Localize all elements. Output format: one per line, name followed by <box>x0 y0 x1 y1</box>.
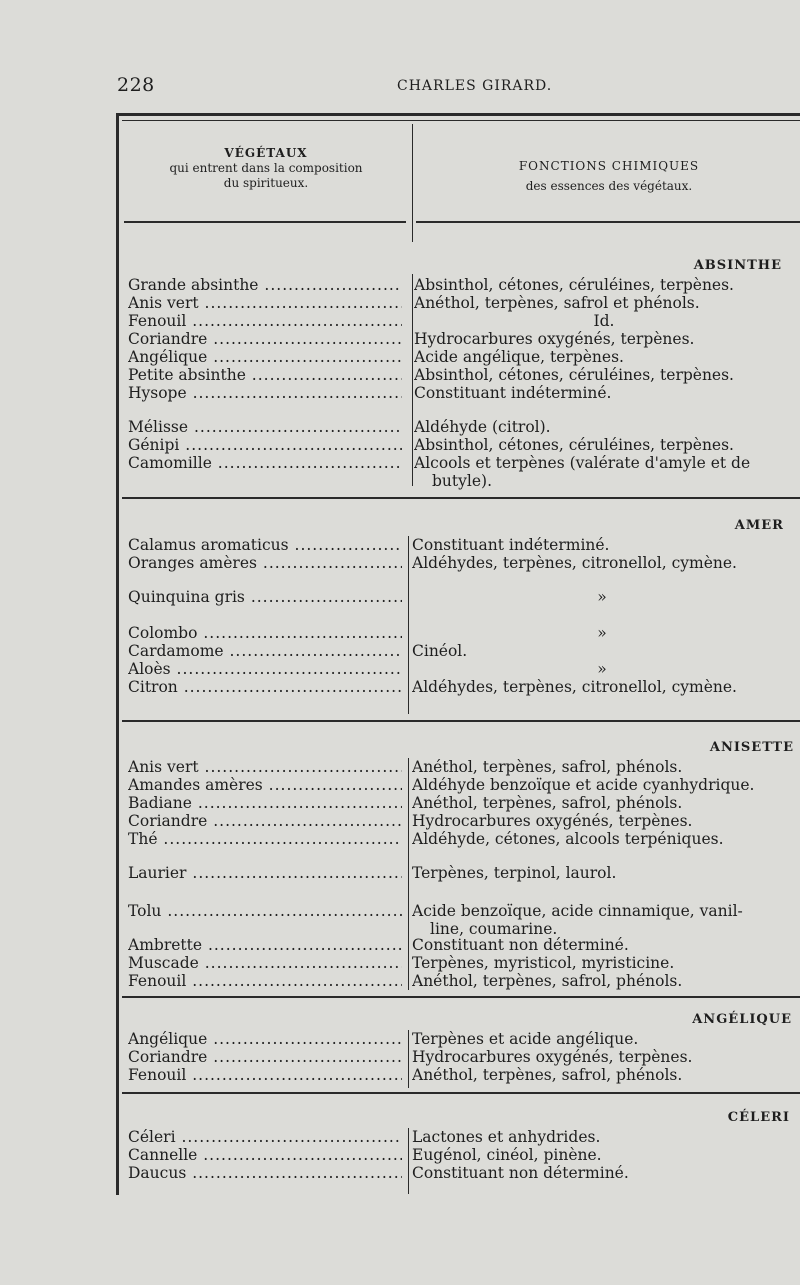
header-rule-left <box>124 221 406 223</box>
table-row <box>122 902 800 920</box>
chemical-function: Aldéhyde, cétones, alcools terpéniques. <box>412 830 724 848</box>
plant-name: Mélisse ..... <box>128 418 402 436</box>
table-row <box>122 294 800 312</box>
chemical-function: » <box>597 660 607 678</box>
table-row <box>122 348 800 366</box>
table-row <box>122 1146 800 1164</box>
plant-name: Angélique ..... <box>128 348 402 366</box>
chemical-function: » <box>597 588 607 606</box>
chemical-function: Constituant non déterminé. <box>412 936 629 954</box>
table-row <box>122 954 800 972</box>
column-title-vegetaux: VÉGÉTAUX <box>224 146 308 160</box>
chemical-function: Id. <box>593 312 615 330</box>
plant-name: Céleri ..... <box>128 1128 402 1146</box>
table-row <box>122 624 800 642</box>
chemical-function: Cinéol. <box>412 642 468 660</box>
chemical-function: Terpènes, terpinol, laurol. <box>412 864 617 882</box>
table-row <box>122 536 800 554</box>
group-celeri <box>122 1110 800 1194</box>
plant-name: Tolu ..... <box>128 902 402 920</box>
plant-name: Laurier ..... <box>128 864 402 882</box>
group-title: CÉLERI <box>727 1110 790 1125</box>
table-row <box>122 642 800 660</box>
table-row <box>122 554 800 572</box>
plant-name: Fenouil ..... <box>128 312 402 330</box>
table-row <box>122 936 800 954</box>
plant-name: Daucus ..... <box>128 1164 402 1182</box>
table-row <box>122 1048 800 1066</box>
table-row <box>122 1164 800 1182</box>
plant-name: Cannelle ..... <box>128 1146 402 1164</box>
chemical-function: » <box>597 624 607 642</box>
group-angelique <box>122 1012 800 1088</box>
plant-name: Aloès ..... <box>128 660 402 678</box>
plant-name: Ambrette ..... <box>128 936 402 954</box>
plant-name: Quinquina gris ..... <box>128 588 402 606</box>
column-header-vegetaux <box>124 146 408 191</box>
table-row <box>122 830 800 848</box>
chemical-function: Anéthol, terpènes, safrol, phénols. <box>412 1066 683 1084</box>
table-row <box>122 384 800 402</box>
chemical-function: Anéthol, terpènes, safrol, phénols. <box>412 758 683 776</box>
chemical-function: Aldéhyde (citrol). <box>414 418 551 436</box>
chemical-function: Aldéhyde benzoïque et acide cyanhydrique. <box>412 776 755 794</box>
chemical-function: Lactones et anhydrides. <box>412 1128 601 1146</box>
table-row <box>122 972 800 990</box>
plant-name: Citron ..... <box>128 678 402 696</box>
chemical-function: Acide angélique, terpènes. <box>414 348 624 366</box>
table-row <box>122 776 800 794</box>
table-row <box>122 812 800 830</box>
table-row <box>122 588 800 606</box>
plant-name: Calamus aromaticus ..... <box>128 536 402 554</box>
plant-name: Grande absinthe ..... <box>128 276 402 294</box>
header-rule-right <box>416 221 800 223</box>
chemical-function: Hydrocarbures oxygénés, terpènes. <box>414 330 695 348</box>
plant-name: Fenouil ..... <box>128 972 402 990</box>
plant-name: Angélique ..... <box>128 1030 402 1048</box>
plant-name: Oranges amères ..... <box>128 554 402 572</box>
page-header <box>0 74 800 100</box>
plant-name: Muscade ..... <box>128 954 402 972</box>
table-row <box>122 366 800 384</box>
column-subtitle-line1: qui entrent dans la composition <box>169 161 363 175</box>
plant-name: Coriandre ..... <box>128 330 402 348</box>
chemical-function: Aldéhydes, terpènes, citronellol, cymène. <box>412 678 737 696</box>
table-row <box>122 1066 800 1084</box>
plant-name: Génipi ..... <box>128 436 402 454</box>
group-title: ANISETTE <box>709 740 794 755</box>
plant-name: Colombo ..... <box>128 624 402 642</box>
plant-name: Fenouil ..... <box>128 1066 402 1084</box>
plant-name: Badiane ..... <box>128 794 402 812</box>
chemical-function: Absinthol, cétones, céruléines, terpènes. <box>414 436 734 454</box>
chemical-function: Terpènes et acide angélique. <box>412 1030 639 1048</box>
table-row <box>122 678 800 696</box>
group-anisette <box>122 740 800 992</box>
chemical-function: Constituant indéterminé. <box>414 384 612 402</box>
group-title: AMER <box>734 518 784 533</box>
chemical-function-continued: line, coumarine. <box>430 920 558 938</box>
chemical-function: Constituant non déterminé. <box>412 1164 629 1182</box>
plant-name: Anis vert ..... <box>128 758 402 776</box>
chemical-function: Terpènes, myristicol, myristicine. <box>412 954 675 972</box>
plant-name: Amandes amères ..... <box>128 776 402 794</box>
table-row <box>122 1030 800 1048</box>
plant-name: Cardamome ..... <box>128 642 402 660</box>
page-number: 228 <box>117 74 155 96</box>
chemical-function: Hydrocarbures oxygénés, terpènes. <box>412 812 693 830</box>
chemical-function: Acide benzoïque, acide cinnamique, vanil- <box>412 902 743 920</box>
group-title: ABSINTHE <box>693 258 782 273</box>
header-divider <box>412 124 413 242</box>
plant-name: Camomille ..... <box>128 454 402 472</box>
chemical-function: Anéthol, terpènes, safrol et phénols. <box>414 294 700 312</box>
chemical-function: Hydrocarbures oxygénés, terpènes. <box>412 1048 693 1066</box>
chemical-function: Alcools et terpènes (valérate d'amyle et de <box>414 454 751 472</box>
table-row <box>122 794 800 812</box>
plant-name: Anis vert ..... <box>128 294 402 312</box>
chemical-function: Anéthol, terpènes, safrol, phénols. <box>412 794 683 812</box>
group-rule <box>122 497 800 499</box>
plant-name: Coriandre ..... <box>128 1048 402 1066</box>
group-absinthe <box>122 258 800 494</box>
table-row <box>122 454 800 472</box>
column-header-fonctions <box>418 156 800 196</box>
column-title-fonctions: FONCTIONS CHIMIQUES <box>518 159 700 173</box>
table-row <box>122 1128 800 1146</box>
group-rule <box>122 720 800 722</box>
chemical-function-continued: butyle). <box>432 472 492 490</box>
table-row <box>122 276 800 294</box>
table-row <box>122 758 800 776</box>
chemical-function: Absinthol, cétones, céruléines, terpènes. <box>414 276 734 294</box>
table-row <box>122 312 800 330</box>
plant-name: Coriandre ..... <box>128 812 402 830</box>
group-title: ANGÉLIQUE <box>692 1012 792 1027</box>
plant-name: Petite absinthe ..... <box>128 366 402 384</box>
plant-name: Hysope ..... <box>128 384 402 402</box>
group-amer <box>122 518 800 714</box>
table-row <box>122 330 800 348</box>
table-row <box>122 418 800 436</box>
column-subtitle-line2: du spiritueux. <box>223 176 309 190</box>
table-row <box>122 660 800 678</box>
top-rule <box>116 113 800 116</box>
table-row <box>122 436 800 454</box>
group-rule <box>122 1092 800 1094</box>
chemical-function: Aldéhydes, terpènes, citronellol, cymène. <box>412 554 737 572</box>
chemical-function: Absinthol, cétones, céruléines, terpènes. <box>414 366 734 384</box>
chemical-function: Constituant indéterminé. <box>412 536 610 554</box>
table-row <box>122 864 800 882</box>
column-subtitle-fonctions: des essences des végétaux. <box>525 179 693 193</box>
top-rule-thin <box>122 120 800 121</box>
chemical-function: Anéthol, terpènes, safrol, phénols. <box>412 972 683 990</box>
group-rule <box>122 996 800 998</box>
plant-name: Thé ..... <box>128 830 402 848</box>
chemical-function: Eugénol, cinéol, pinène. <box>412 1146 602 1164</box>
running-head: CHARLES GIRARD. <box>397 78 553 94</box>
